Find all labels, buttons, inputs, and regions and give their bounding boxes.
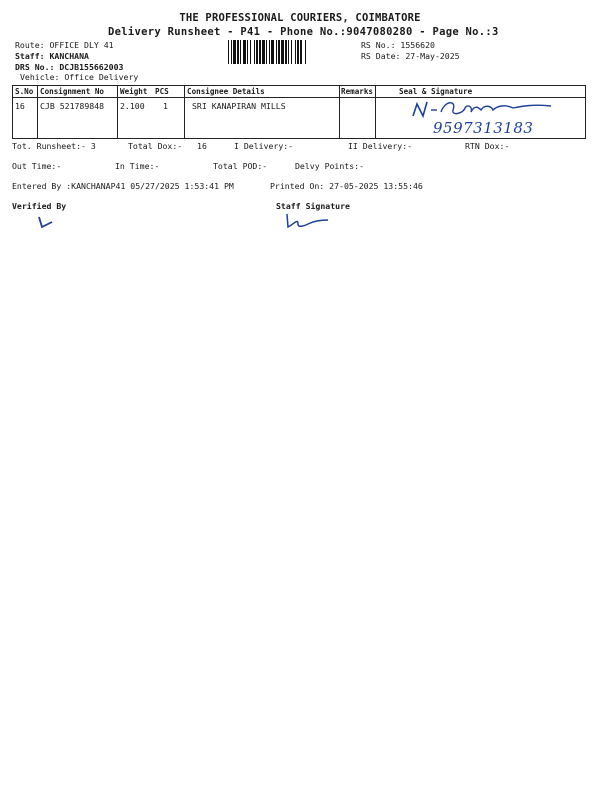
cell-pcs: 1 bbox=[163, 101, 168, 111]
out-time: Out Time:- bbox=[12, 161, 62, 171]
barcode-bar bbox=[231, 40, 232, 64]
route-label: Route: OFFICE DLY 41 bbox=[15, 40, 114, 50]
barcode-bar bbox=[247, 40, 248, 64]
col-divider bbox=[37, 86, 38, 138]
barcode-bar bbox=[240, 40, 241, 64]
verified-by-label: Verified By bbox=[12, 201, 67, 211]
barcode-bar bbox=[285, 40, 287, 64]
barcode-bar bbox=[281, 40, 284, 64]
header-remarks: Remarks bbox=[341, 87, 374, 96]
drs-number: DRS No.: DCJB155662003 bbox=[15, 62, 124, 72]
total-dox: Total Dox:- 16 bbox=[128, 141, 207, 151]
cell-consignee: SRI KANAPIRAN MILLS bbox=[192, 101, 286, 111]
barcode-bar bbox=[259, 40, 261, 64]
total-pod: Total POD:- bbox=[213, 161, 268, 171]
printed-on: Printed On: 27-05-2025 13:55:46 bbox=[270, 181, 423, 191]
entered-by: Entered By :KANCHANAP41 05/27/2025 1:53:41 PM bbox=[12, 181, 234, 191]
barcode-bar bbox=[243, 40, 246, 64]
cell-consignment: CJB 521789848 bbox=[40, 101, 105, 111]
barcode-bar bbox=[300, 40, 302, 64]
barcode-bar bbox=[254, 40, 255, 64]
runsheet-subtitle: Delivery Runsheet - P41 - Phone No.:9047080280 - Page No.:3 bbox=[108, 26, 499, 38]
tot-runsheet: Tot. Runsheet:- 3 bbox=[12, 141, 96, 151]
header-consignment: Consignment No bbox=[40, 87, 105, 96]
barcode-bar bbox=[250, 40, 251, 64]
col-divider bbox=[375, 86, 376, 138]
header-seal: Seal & Signature bbox=[399, 87, 473, 96]
vehicle-label: Vehicle: Office Delivery bbox=[20, 72, 139, 82]
barcode-bar bbox=[278, 40, 280, 64]
header-weight: Weight bbox=[120, 87, 148, 96]
company-title: THE PROFESSIONAL COURIERS, COIMBATORE bbox=[179, 12, 421, 24]
rs-date: RS Date: 27-May-2025 bbox=[361, 51, 460, 61]
barcode-bar bbox=[256, 40, 258, 64]
barcode-bar bbox=[269, 40, 270, 64]
staff-label: Staff: KANCHANA bbox=[15, 51, 89, 61]
barcode-bar bbox=[233, 40, 236, 64]
col-divider bbox=[184, 86, 185, 138]
i-delivery: I Delivery:- bbox=[234, 141, 294, 151]
barcode-bar bbox=[288, 40, 289, 64]
barcode-bar bbox=[262, 40, 265, 64]
col-divider bbox=[117, 86, 118, 138]
barcode-bar bbox=[297, 40, 299, 64]
delvy-points: Delvy Points:- bbox=[295, 161, 365, 171]
barcode bbox=[228, 40, 354, 64]
barcode-bar bbox=[237, 40, 239, 64]
rs-number: RS No.: 1556620 bbox=[361, 40, 435, 50]
header-consignee: Consignee Details bbox=[187, 87, 265, 96]
staff-signature-label: Staff Signature bbox=[276, 201, 350, 211]
barcode-bar bbox=[295, 40, 296, 64]
header-sno: S.No bbox=[15, 87, 34, 96]
cell-weight: 2.100 bbox=[120, 101, 145, 111]
cell-sno: 16 bbox=[15, 101, 25, 111]
verified-tick-mark bbox=[36, 214, 56, 230]
barcode-bar bbox=[266, 40, 267, 64]
col-divider bbox=[339, 86, 340, 138]
staff-signature-scribble bbox=[284, 212, 330, 230]
barcode-bar bbox=[228, 40, 229, 64]
barcode-bar bbox=[291, 40, 292, 64]
handwritten-phone: 9597313183 bbox=[433, 119, 534, 137]
barcode-bar bbox=[276, 40, 277, 64]
barcode-bar bbox=[305, 40, 306, 64]
barcode-bar bbox=[271, 40, 274, 64]
ii-delivery: II Delivery:- bbox=[348, 141, 413, 151]
runsheet-table bbox=[12, 85, 586, 139]
header-pcs: PCS bbox=[155, 87, 169, 96]
rtn-dox: RTN Dox:- bbox=[465, 141, 510, 151]
in-time: In Time:- bbox=[115, 161, 160, 171]
